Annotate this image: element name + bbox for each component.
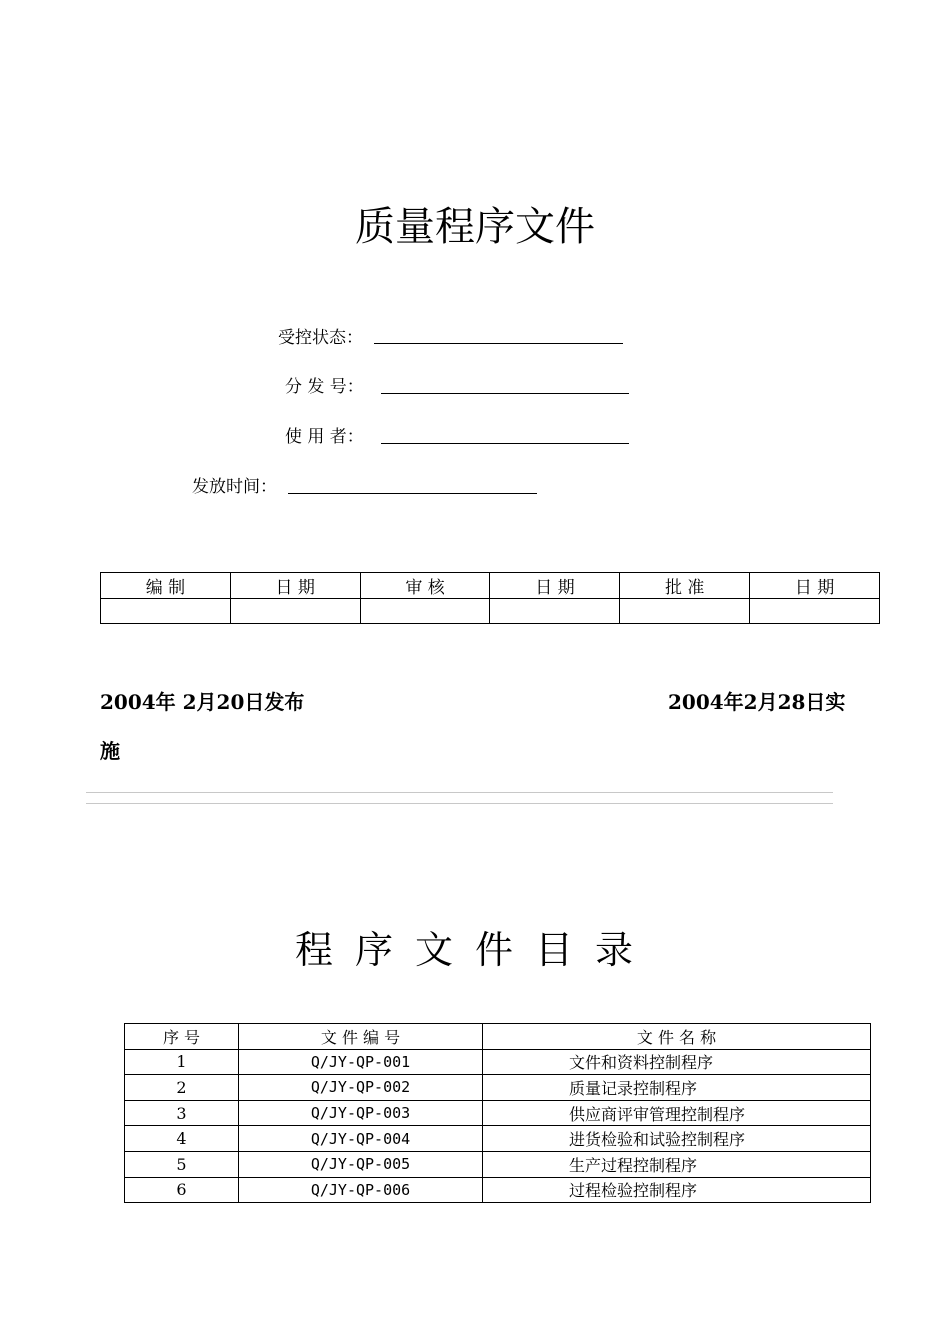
toc-no: 4 [125,1126,239,1152]
distribution-number-field[interactable] [381,393,629,394]
toc-code: Q/JY-QP-006 [239,1177,483,1203]
toc-name: 进货检验和试验控制程序 [483,1126,871,1152]
header-prepared: 编 制 [101,573,231,599]
reviewed-cell[interactable] [360,599,490,624]
reviewed-date-cell[interactable] [490,599,620,624]
prepared-date-cell[interactable] [230,599,360,624]
toc-code: Q/JY-QP-002 [239,1075,483,1101]
header-reviewed-date: 日 期 [490,573,620,599]
toc-code: Q/JY-QP-001 [239,1049,483,1075]
header-approved-date: 日 期 [750,573,880,599]
toc-no: 3 [125,1100,239,1126]
effective-date: 2004年2月28日实 [668,690,846,714]
table-row [125,1075,871,1101]
toc-title: 程序文件目录 [294,928,655,972]
publish-date: 2004年 2月20日发布 [100,690,305,714]
table-row [125,1177,871,1203]
toc-name: 过程检验控制程序 [483,1177,871,1203]
header-reviewed: 审 核 [360,573,490,599]
table-row [125,1126,871,1152]
header-prepared-date: 日 期 [230,573,360,599]
approved-date-cell[interactable] [750,599,880,624]
user-field[interactable] [381,443,629,444]
distribution-number-label: 分 发 号： [285,377,364,397]
effective-date-wrap: 施 [100,739,120,763]
toc-code: Q/JY-QP-003 [239,1100,483,1126]
toc-header-row [125,1024,871,1050]
table-row [125,1151,871,1177]
controlled-status-label: 受控状态： [278,328,363,348]
toc-table [124,1023,871,1203]
toc-header-name: 文 件 名 称 [483,1024,871,1050]
toc-no: 1 [125,1049,239,1075]
prepared-cell[interactable] [101,599,231,624]
table-row [125,1049,871,1075]
signoff-value-row [101,599,880,624]
signoff-header-row [101,573,880,599]
toc-name: 生产过程控制程序 [483,1151,871,1177]
toc-code: Q/JY-QP-005 [239,1151,483,1177]
toc-name: 质量记录控制程序 [483,1075,871,1101]
header-approved: 批 准 [620,573,750,599]
toc-name: 文件和资料控制程序 [483,1049,871,1075]
toc-code: Q/JY-QP-004 [239,1126,483,1152]
approved-cell[interactable] [620,599,750,624]
toc-no: 6 [125,1177,239,1203]
toc-header-code: 文 件 编 号 [239,1024,483,1050]
document-title: 质量程序文件 [355,204,595,250]
user-label: 使 用 者： [285,427,364,447]
page-divider [86,792,833,793]
toc-no: 5 [125,1151,239,1177]
table-row [125,1100,871,1126]
toc-no: 2 [125,1075,239,1101]
toc-name: 供应商评审管理控制程序 [483,1100,871,1126]
controlled-status-field[interactable] [374,343,623,344]
release-time-label: 发放时间： [192,477,277,497]
signoff-table [100,572,880,624]
release-time-field[interactable] [288,493,537,494]
page-divider [86,803,833,804]
toc-header-no: 序 号 [125,1024,239,1050]
